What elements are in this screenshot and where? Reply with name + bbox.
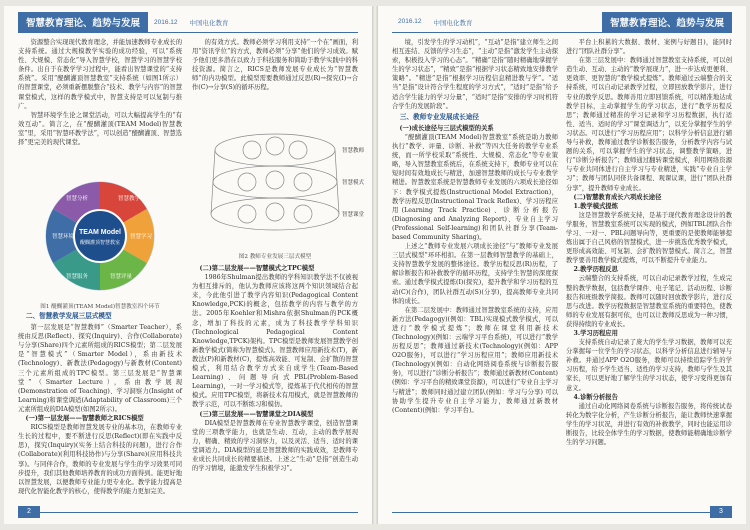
right-column-2 [566,38,732,498]
paragraph: 智慧环境学生论之课堂活动，可以大幅提高学生的“有效互动”。简言之，在“醍醐灌顶(TEAM Model)智慧教室”里，采用“智慧环教学法”，可以创造“醍醐灌顶、智慧选择”更完美的现代课堂。 [18,111,183,147]
layer-node [266,203,284,221]
layer-label: 智慧教师 [342,148,365,154]
section-heading: 二、智慧教学发展三层式模型 [25,313,112,320]
figure-2 [192,120,365,262]
paragraph: 云端整合的支持系统，可以自动记录教学过程，生成完整的教学数据，包括教学课件、电子笔记、活动历程、诊断报告和班级教学简报。教师可以随时回放教学影片，进行反思与改进。教学历程数据是智慧教室系统的重要特色，使教师的专业发展有据可依，也可以让教师反思成为一种习惯，获得持续的专业成长。 [566,275,732,328]
wheel-center-title: TEAM Model [79,229,121,236]
subsection-heading: (二)智慧教育成长六项成长途径 [573,193,662,201]
right-header-rule [392,32,732,33]
left-header [18,12,235,32]
wheel-center-subtitle: 醍醐灌顶智慧教室 [79,240,121,246]
paragraph: 在第三层发展中：教师通过智慧教室支持系统，可以创造生动、互动、主动的“教学展现力”，进一步达成更便利、更效率、更智慧的“教学模式提炼”。教师通过云端整合的支持系统，可以自动记录教学过程，立即回放教学影片，进行专业的教学反思。教师善用立即回馈系统，可以精准地达成教学目标，主动掌握学生的学习状态，进行“教学历程反思”；教师通过精准的学习记录和学习历程数据，执行适性、适当、适时的学习“课堂调适力”，以充分掌握学生的学习状态。可以进行“学习历程应用”；以科学分析信息进行辅导与补救，教师通过教学诊断报告服务，分析教学内容与试题的关系，可以掌握学生的学习状态，调整教学策略，进行“诊断分析报告”；教师通过翻转课堂模式，利用网络资源与专业共同体进行自主学习与专业精进，实践“专业自主学习”；教师与团队同侪共备课程、观课议课，进行“团队社群分享”，提升教师专业成长。 [566,57,732,192]
subsection-heading: 3.学习历程应用 [573,330,618,337]
layer-edge [335,150,339,214]
right-header-date: 2016.12 [398,17,422,25]
right-column-1 [392,38,558,498]
paragraph: 平台上积累的大数据、教材、案例与好题目)，能同时进行“团队社群分享”。 [566,39,732,56]
layer-node [266,137,284,155]
right-footer-rule [392,512,710,513]
right-header [392,12,732,32]
paragraph: 境，引发学生的学习动机”，“互动”是指“建立师生之间相互连结、反馈的学习生态”，“主动”是指“激发学生主动探索，积极投入学习的心态”。“精确”是指“随时精确地掌握学生的学习状态”，“精致”是指“根据学习状态精致地安排教学策略”。“精进”是指“根据学习历程信息精进教与学”。“适当”是指“设计符合学生程度的学习方式”，“适时”是指“给予适合学生能力的学习分量”，“适时”是指“安排的学习时机符合学生的发展阶段”。 [392,39,558,110]
left-column-1-bottom [18,310,182,498]
team-model-wheel [18,178,182,300]
right-header-journal: 中国电化教育 [433,19,473,27]
layer-node [243,141,261,159]
subsection-heading: (三)第三层发展——智慧课堂之DIA模型 [199,410,314,418]
layer-node [294,205,312,223]
subsection-heading: (一)成长途径与三层式模型的关系 [399,124,494,132]
right-header-title: 智慧教育理论、趋势与发展 [602,12,732,32]
wheel-center [74,210,126,262]
ring-label: 智慧学习 [130,234,153,240]
right-page [378,6,746,524]
subsection-heading: 1.教学模式提炼 [573,202,618,210]
paragraph: 通过自动化网络阅卷系统与诊断报告服务，将传统试卷转化为数字化分析，产生诊断分析报告，能让教师快速掌握学生的学习状况，并进行有效的补救教学，同时也能运用诊断报告，比较全体学生的学习数据，使教师能精确地诊断学生的学习问题。 [566,402,732,447]
paragraph: 的有效方式。教师必须学习利用支持“一个在”画面，利用“资讯学位”的方式，教师必须“分享”他们的学习成效。赋予他们更多潜在以致力于科技服务和简助于教学实践中的科技资源。简言之，RICS是教师发展专业成长为“智慧教师”的内功模型。此模型需要教师通过反思(R)→探究(I)→合作(C)→分享(S)的循环历程。 [192,39,358,92]
layer-ellipse [215,134,335,166]
paragraph: RICS模型是教师智慧发展专业的基本功，在教师专业生长的过程中，要不断进行反思(Reflect)(即在实践中反思)，探究(Inquiry)(实务上结合科技的问题)，进行合作(Collaborate)(利用科技协作)与分享(Share)(应用科技共享)。与同伴合作，教师的专业发展与学生的学习效果可同步提升，我们其他教师培养教育的成功方面得到。能更好地以智慧发展，以便教师专业能力更专业化。教学能力提高是现代化智能化教学的核心，使得教学的能力更加完美。 [18,424,182,495]
left-column-2-top [192,38,358,118]
left-header-rule [18,32,358,33]
paragraph: 资源整合实现现代教育理念，并能加速教师专业成长的支持系统。通过大规模教学实验的成功经验，可以“系统性、大规模、常态化”导入智慧学校，智慧学习的智慧学校条件。出自于在教学学习过程中，能看出智慧课堂的“支持系统”。采用“醍醐灌顶智慧教室”支持系统（如图1所示）的智慧课堂，必须重新摆脱整合“技术、教学与内容”的智慧课堂模式，这样的教学模式中，智慧支持是可以复制与推广。 [18,39,182,110]
layer-node [266,171,284,189]
left-column-2-bottom [192,264,358,498]
paragraph: 这是智慧教学系统支持，是基于现代教育理念设计的教学服务，智慧教室系统可以实现的模式，例如TBL团队合作学习、一对一、PBL问题导向等，更重要的是使教师能够提炼出属于自己风格的智慧模式，进一步挑选优秀教学模式，更形成高效能、可复制、会扩散的智慧模式。简言之，智慧教学要善用教学模式提炼，可以不断提升专业能力。 [566,211,732,265]
ring-label: 智慧教学 [118,196,141,202]
layer-node [294,173,312,191]
figure-1-caption: 图1 醍醐灌顶(TEAM Model)智慧教室四个环节 [40,304,160,311]
ring-label: 智慧分析 [66,196,89,202]
left-header-date: 2016.12 [154,18,178,26]
layer-label: 智慧课堂 [342,212,365,218]
right-page-number: 3 [710,506,732,518]
paragraph: 支持系统自动记录了庞大的学生学习数据，教师可以充分掌握每一位学生的学习状态，以科学分析信息进行辅导与补救。并通过APP O2O服务，教师可以持续追踪学生的学习历程，给予学生适当、适性的学习支持，教师与学生及其家长，可以更好地了解学生的学习状态，使学习变得更加有意义。 [566,339,732,392]
ring-label: 智慧评量 [110,274,133,280]
paragraph: 上述之“教师专业发展六项成长途径”与“教师专业发展三层式模型”环环相扣。在第一层教师智慧教学的基础上，支持智慧教学发展的整体途径。教学历程反思(R)历程，了解诊断报告和补救教学的循环历程，支持学生智慧的深度探索。通过教学模式提炼(I)(探究)，提升教学和学习历程的互动(C)(合作)，团队社群互动(S)(分享)，提高教师专业共同体的成长。 [392,243,558,305]
ring-label: 智慧环境 [52,234,75,240]
section-heading: 三、教师专业发展成长途径 [399,113,480,121]
ring-label: 智慧服务 [66,274,89,280]
layer-node [238,205,256,223]
figure-1 [18,178,182,310]
layer-node [238,173,256,191]
paragraph: 在第二层发展中：教师通过智慧教室系统的支持，应用新方法(Pedagogy)(例如：TBL)实现模式教学模式，可以进行“教学模式提炼”；教师在课堂利用新技术(Technology)(例如：云端学习平台系统)，可以进行“教学历程反思”；教师通过新技术(Technology)(例如：APP O2O服务)，可以进行“学习历程应用”；教师应用新技术(Technology)(例如：自动化网络阅卷系统与诊断报告服务)，可以进行“诊断分析报告”；教师通过新教材(Content)(例如：学习平台的精致课堂资源)，可以进行“专业自主学习与精进”；教师同时通过建立团队(例如：学习与分享) 可以协助学生提升专业自主学习能力，教师通过新教材(Content)(例如：学习平台)。 [392,306,558,414]
figure-2-caption: 图2 教师专业发展三层式模型 [238,254,312,261]
layer-label: 智慧模式 [342,180,365,186]
left-page-number: 2 [18,506,40,518]
left-page [4,6,372,524]
left-column-1-top [18,38,182,178]
paragraph: DIA模型是智慧教师在专业智慧教学课堂，创造智慧课堂的三项教学能力，也就是生动、互动，主动的教学展现力，精确、精致的学习洞察力，以及灵活、适当、适时的课堂调适力。DIA模型的延是智慧教师的实践成效，是教师专业成长共同成长的精要描述。上述之“生动”是指“创造生动的学习情境，能激发学生积极学习”。 [192,419,358,473]
subsection-heading: (二)第二层发展——智慧模式之TPC模型 [199,265,315,272]
left-footer-rule [40,512,358,513]
left-header-journal: 中国电化教育 [189,19,229,27]
subsection-heading: (一)第一层发展——智慧教师之RICS模型 [25,415,144,423]
left-header-title: 智慧教育理论、趋势与发展 [18,12,148,32]
layer-node [289,141,307,159]
paragraph: 第一层发展是“智慧教师”（Smarter Teacher），系统由反思(Reflect)、探究(Inquiry)、合作(Collaborate)与分享(Share)四个元素所组成的RICS模型；第二层发展是“智慧模式”（Smarter Model），系由新技术(Technology)、新教法(Pedagogy)与新教材(Content)三个元素所组成的TPC模型。第三层发展是“智慧课堂”（Smarter Lecture），系由教学展现(Demonstration of Teaching)、学习洞察力(Insight of Learning)和课堂调适(Adaptability of Classroom)三个元素所组成的DIA模型(如图2所示)。 [18,324,182,413]
paragraph: 1986年Shulman提出教师的学科知识教学法不仅被视为相互排斥的，他认为教师应该将这两个知识领域结合起来，今此他引进了教学内容知识(Pedagogical Content Knowledge,PCK)的概念，包括教学的内容与教学的方法。2005年Koehler和Mishra依据Shulman的PCK概念，增加了科技的元素，成为了科技教学学科知识(Technological Pedagogical Content Knowledge,TPCK)架构。TPC模型是教师发展智慧教学创新教学模式(简称为智慧模式)。智慧教师应用新技术(T)，新教法(P)和新教材(C)，提炼高效能、可复制、会扩散的智慧模式，利用结合教学方式来自成学生(Team-Based Learning)、问题导向式PBL(Problem-Based Learning)，一对一学习模式等，提炼基于代代相传的智慧模式。应用TPC模型，将新技术有用模式，就是智慧教师的教学示范，可以不断练习和模仿。 [192,274,358,409]
three-layer-diagram [192,120,365,250]
subsection-heading: 4.诊断分析报告 [573,393,618,401]
paragraph: “醍醐灌顶(TEAM Model)智慧教室”系统是助力教师执行“教学、评量、诊断、补救”等四大任务的教学专业系统，而一所学校采取“系统性、大规模、常态化”等专业策略，导入智慧教室系统后，在系统支持下，教师专业可以在短时间有效地成长与精进，加速智慧教师的成长与专业教学精进。智慧教室系统是智慧教师专业发展的六项成长途径如下：教学模式提炼(Instructional Model Extraction)，教学历程反思(Instructional Track Reflex)、学习历程应用(Learning Track Practice)、诊断分析报告(Diagnosing and Analyzing Report)、专业自主学习(Professional Self-learning)和团队社群分享(Team-based Community Sharing)。 [392,133,558,241]
subsection-heading: 2.教学历程反思 [573,266,618,274]
layer-edge [211,150,215,214]
